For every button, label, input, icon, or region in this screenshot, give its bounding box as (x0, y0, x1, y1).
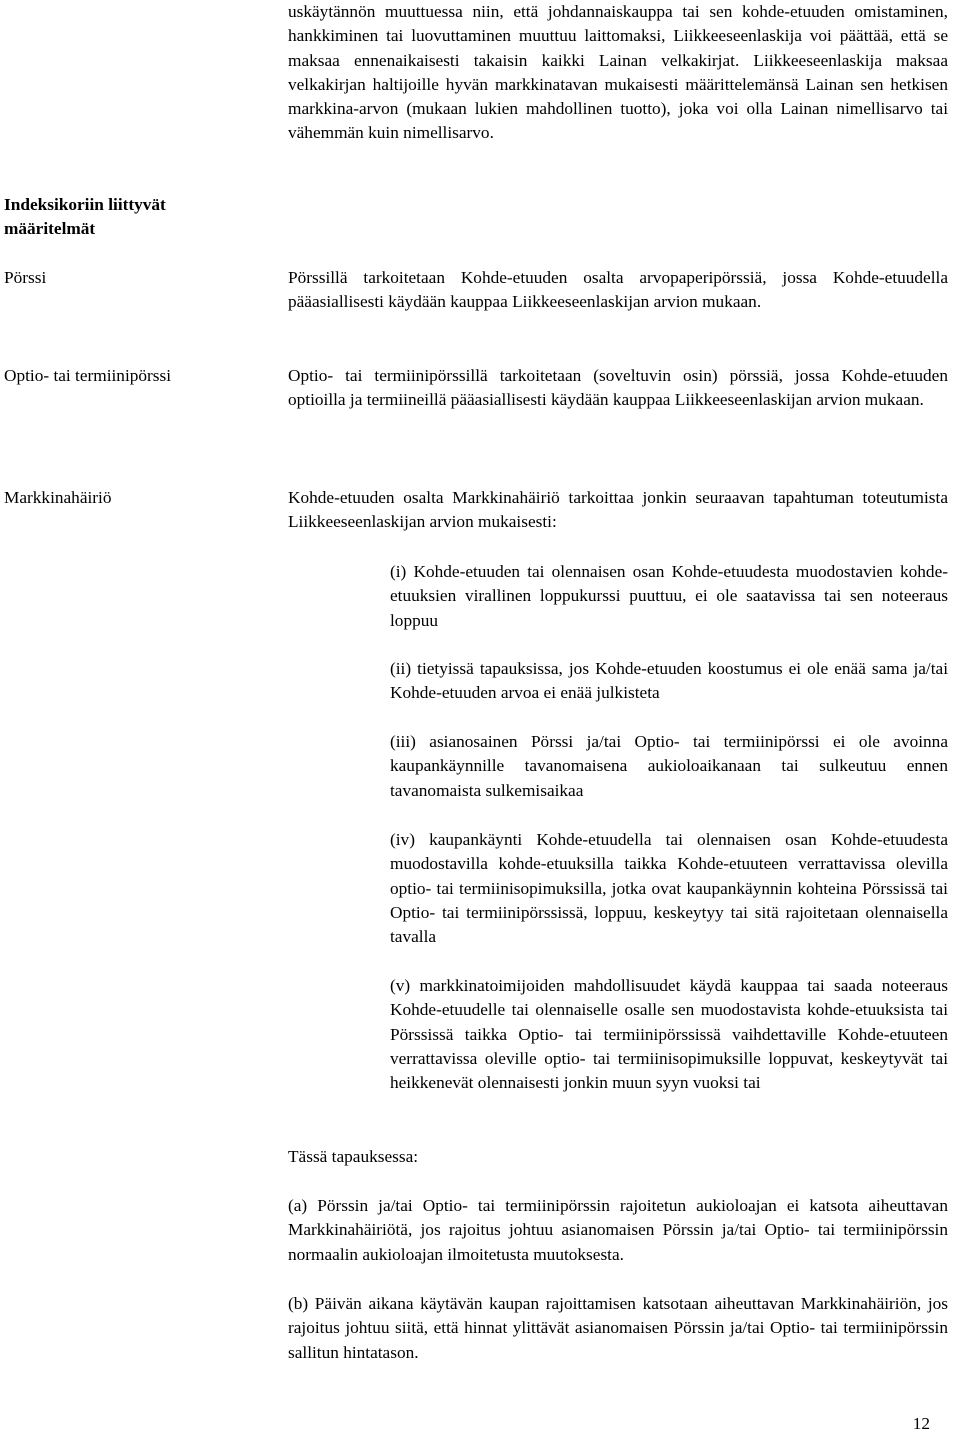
disruption-item-ii: (ii) tietyissä tapauksissa, jos Kohde-etuuden koostumus ei ole enää sama ja/tai Kohde-etuuden arvoa ei enää julkisteta (390, 659, 948, 703)
case-item-a: (a) Pörssin ja/tai Optio- tai termiinipörssin rajoitetun aukioloajan ei katsota aiheuttavan Markkinahäiriötä, jos rajoitus johtuu asianomaisen Pörssin ja/tai Optio- tai termiinipörssin normaalin aukioloajan ilmoitetusta muutoksesta. (288, 1196, 948, 1264)
section-heading: Indeksikoriin liittyvät määritelmät (4, 195, 166, 239)
definition-porssi: Pörssillä tarkoitetaan Kohde-etuuden osalta arvopaperipörssiä, jossa Kohde-etuudella pääasiallisesti käydään kauppaa Liikkeeseenlaskijan arvion mukaan. (288, 268, 948, 312)
disruption-item-i: (i) Kohde-etuuden tai olennaisen osan Kohde-etuudesta muodostavien kohde-etuuksien virallinen loppukurssi puuttuu, ei ole saatavissa tai sen noteeraus loppuu (390, 562, 948, 630)
definition-optio-termiinipörssi: Optio- tai termiinipörssillä tarkoitetaan (soveltuvin osin) pörssiä, jossa Kohde-etuuden optioilla ja termiineillä pääasiallisesti käydään kauppaa Liikkeeseenlaskijan arvion mukaan. (288, 366, 948, 410)
page-number: 12 (912, 1414, 930, 1433)
term-optio-termiinipörssi: Optio- tai termiinipörssi (4, 366, 172, 385)
disruption-item-iv: (iv) kaupankäynti Kohde-etuudella tai olennaisen osan Kohde-etuudesta muodostavilla kohde-etuuksilla taikka Kohde-etuuteen verrattavissa olevilla optio- tai termiinisopimuksilla, jotka ovat kaupankäynnin kohteina Pörssissä tai Optio- tai termiinipörssissä, loppuu, keskeytyy tai sitä rajoitetaan olennaisella tavalla (390, 830, 948, 947)
intro-paragraph: uskäytännön muuttuessa niin, että johdannaiskauppa tai sen kohde-etuuden omistaminen, hankkiminen tai luovuttaminen muuttuu laittomaksi, Liikkeeseenlaskija voi päättää, että se maksaa ennenaikaisesti takaisin kaikki Lainan velkakirjat. Liikkeeseenlaskija maksaa velkakirjan haltijoille hyvän markkinatavan mukaisesti määrittelemänsä Lainan sen hetkisen markkina-arvon (mukaan lukien mahdollinen tuotto), joka voi olla Lainan nimellisarvo tai vähemmän kuin nimellisarvo. (288, 2, 948, 143)
disruption-item-v: (v) markkinatoimijoiden mahdollisuudet käydä kauppaa tai saada noteeraus Kohde-etuudelle tai olennaiselle osalle sen muodostavista kohde-etuuksista tai Pörssissä taikka Optio- tai termiinipörssissä vaihdettaville Kohde-etuuteen verrattavissa oleville optio- tai termiinisopimuksille loppuvat, keskeytyvät tai heikkenevät olennaisesti jonkin muun syyn vuoksi tai (390, 976, 948, 1093)
definition-markkinahairio: Kohde-etuuden osalta Markkinahäiriö tarkoittaa jonkin seuraavan tapahtuman toteutumista Liikkeeseenlaskijan arvion mukaisesti: (288, 488, 948, 532)
disruption-item-iii: (iii) asianosainen Pörssi ja/tai Optio- tai termiinipörssi ei ole avoinna kaupankäynnille tavanomaisena aukioloaikanaan tai sulkeutuu ennen tavanomaista sulkemisaikaa (390, 732, 948, 800)
case-item-b: (b) Päivän aikana käytävän kaupan rajoittamisen katsotaan aiheuttavan Markkinahäiriön, jos rajoitus johtuu siitä, että hinnat ylittävät asianomaisen Pörssin ja/tai Optio- tai termiinipörssin sallitun hintatason. (288, 1294, 948, 1362)
term-markkinahairio: Markkinahäiriö (4, 488, 112, 507)
term-porssi: Pörssi (4, 268, 47, 287)
in-this-case-label: Tässä tapauksessa: (288, 1147, 419, 1166)
